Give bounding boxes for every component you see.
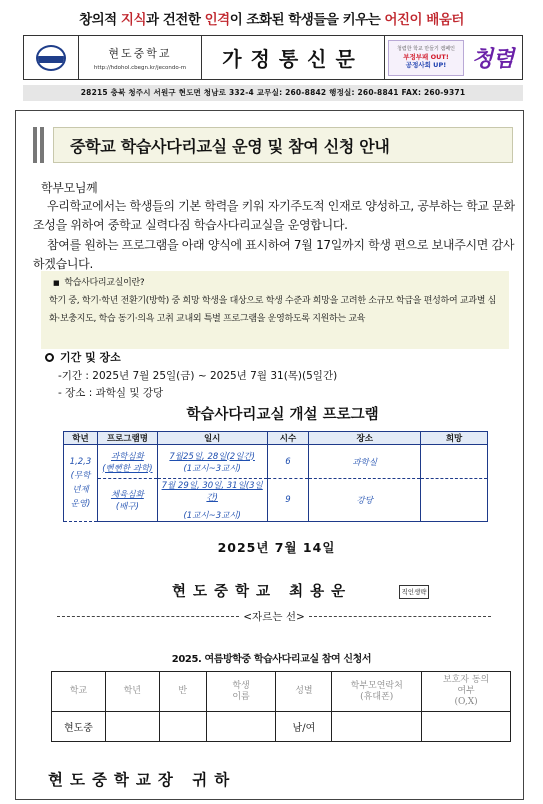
document-title: 가정통신문 — [222, 47, 364, 71]
wish-cell[interactable] — [421, 445, 488, 479]
form-school-value: 현도중 — [52, 712, 106, 742]
motto-part3: 이 조화된 학생들을 키우는 — [229, 12, 385, 28]
program-name: 과학심화 — [110, 451, 144, 462]
period-heading — [45, 349, 121, 365]
info-box — [41, 271, 509, 349]
recipient-line: 현도중학교장 귀하 — [48, 770, 237, 789]
integrity-campaign-badge — [385, 36, 522, 79]
cut-line-label: <자르는 선> — [243, 611, 305, 623]
form-consent-field[interactable] — [422, 712, 511, 742]
grade-line: 운영) — [70, 499, 91, 509]
program-periods: (1교시~3교시) — [183, 511, 241, 521]
paragraph-intro-text: 우리학교에서는 학생들의 기본 학력을 키워 자기주도적 인재로 양성하고, 공부하는 학교 문화 조성을 위하여 중학교 실력다짐 학습사다리교실을 운영합니다. — [33, 199, 515, 233]
grade-cell — [64, 445, 98, 522]
datetime-cell — [157, 479, 267, 522]
form-header-gender: 성별 — [276, 672, 332, 712]
program-name-cell — [97, 479, 157, 522]
program-table-title: 학습사다리교실 개설 프로그램 — [186, 407, 379, 423]
school-name: 현도중학교 — [108, 46, 172, 60]
period-heading-text: 기간 및 장소 — [60, 351, 121, 364]
period-dates: -기간 : 2025년 7월 25일(금) ~ 2025년 7월 31(목)(5일간) — [58, 370, 338, 382]
motto-highlight-place: 어진이 배움터 — [384, 12, 464, 28]
school-info — [79, 36, 202, 79]
info-heading: ■ 학습사다리교실이란? — [49, 274, 501, 292]
form-student-name-field[interactable] — [206, 712, 276, 742]
place-cell: 강당 — [309, 479, 421, 522]
program-periods: (1교시~3교시) — [183, 463, 241, 474]
form-parent-phone-field[interactable] — [332, 712, 422, 742]
program-table — [63, 431, 488, 522]
program-subtitle: (배구) — [115, 502, 139, 512]
motto-highlight-character: 인격 — [204, 12, 230, 28]
col-header-datetime: 일시 — [157, 432, 267, 445]
hours-cell: 9 — [267, 479, 309, 522]
issue-date: 2025년 7월 14일 — [217, 540, 336, 555]
form-header-class: 반 — [159, 672, 206, 712]
form-header-grade: 학년 — [105, 672, 159, 712]
school-logo — [24, 36, 79, 79]
motto-part2: 과 건전한 — [146, 12, 205, 28]
grade-line: 년제 — [72, 485, 89, 495]
title-bar-accent — [40, 127, 44, 163]
col-header-grade: 학년 — [64, 432, 98, 445]
title-bar-accent — [33, 127, 37, 163]
school-motto — [0, 8, 543, 28]
circle-bullet-icon — [45, 353, 54, 362]
program-name: 체육심화 — [110, 490, 144, 500]
hours-cell: 6 — [267, 445, 309, 479]
campaign-line2: 부정부패 OUT! — [403, 52, 449, 61]
paragraph-intro — [33, 197, 518, 235]
table-row — [64, 479, 488, 522]
col-header-hours: 시수 — [267, 432, 309, 445]
campaign-line1: 청렴한 학교 만들기 캠페인 — [397, 46, 455, 53]
program-dates: 7월25일, 28일(2일간) — [169, 451, 255, 462]
paragraph-request — [33, 236, 518, 274]
col-header-program: 프로그램명 — [97, 432, 157, 445]
document-title-cell — [202, 36, 385, 79]
form-header-consent: 보호자 동의 여부 (O,X) — [422, 672, 511, 712]
form-class-field[interactable] — [159, 712, 206, 742]
col-header-place: 장소 — [309, 432, 421, 445]
grade-line: (무학 — [70, 471, 91, 481]
school-emblem-icon — [36, 45, 66, 71]
program-dates: 7월 29일, 30일, 31일(3일간) — [161, 481, 263, 503]
seal-omitted-stamp: 직인생략 — [399, 585, 429, 599]
grade-line: 1,2,3 — [69, 457, 92, 467]
motto-part1: 창의적 — [79, 12, 121, 28]
info-body: 학기 중, 학기·학년 전환기(방학) 중 희망 학생을 대상으로 학생 수준과 희망을 고려한 소규모 학급을 편성하여 교과별 심화·보충지도, 학습 동기·의욕 고취 교내외 특별 프로그램을 운영하도록 지원하는 교육 — [49, 296, 497, 324]
program-subtitle: (뻔뻔한 과학) — [102, 463, 153, 474]
form-header-school: 학교 — [52, 672, 106, 712]
letterhead — [23, 35, 523, 80]
program-name-cell — [97, 445, 157, 479]
period-place: - 장소 : 과학실 및 강당 — [58, 387, 164, 399]
form-header-student-name: 학생 이름 — [206, 672, 276, 712]
campaign-line3: 공정사회 UP! — [405, 60, 447, 69]
datetime-cell — [157, 445, 267, 479]
form-header-parent-phone: 학부모연락처 (휴대폰) — [332, 672, 422, 712]
school-address: 28215 충북 청주시 서원구 현도면 청남로 332-4 교무실: 260-8842 행정실: 260-8841 FAX: 260-9371 — [23, 85, 523, 101]
form-entry-row — [52, 712, 511, 742]
form-gender-field[interactable]: 남/여 — [276, 712, 332, 742]
integrity-logo: 청렴 — [471, 46, 515, 72]
application-form-table — [51, 671, 511, 742]
form-header-row — [52, 672, 511, 712]
motto-highlight-knowledge: 지식 — [120, 12, 147, 28]
place-cell: 과학실 — [309, 445, 421, 479]
cut-line — [57, 609, 491, 624]
application-form-title: 2025. 여름방학중 학습사다리교실 참여 신청서 — [171, 654, 372, 665]
program-table-header — [64, 432, 488, 445]
table-row — [64, 445, 488, 479]
notice-title: 중학교 학습사다리교실 운영 및 참여 신청 안내 — [53, 127, 513, 163]
school-url: http://hdohol.cbegn.kr/jecondo-m — [93, 64, 187, 71]
principal-signature: 현도중학교 최용운 — [172, 583, 353, 600]
greeting: 학부모님께 — [41, 181, 98, 195]
notice-title-bar — [33, 126, 513, 164]
paragraph-request-text: 참여를 원하는 프로그램을 아래 양식에 표시하여 7월 17일까지 학생 편으로 보내주시면 감사하겠습니다. — [33, 238, 515, 272]
col-header-wish: 희망 — [421, 432, 488, 445]
form-grade-field[interactable] — [105, 712, 159, 742]
campaign-box — [388, 40, 464, 76]
wish-cell[interactable] — [421, 479, 488, 522]
cut-line-dash — [309, 616, 491, 617]
cut-line-dash — [57, 616, 239, 617]
